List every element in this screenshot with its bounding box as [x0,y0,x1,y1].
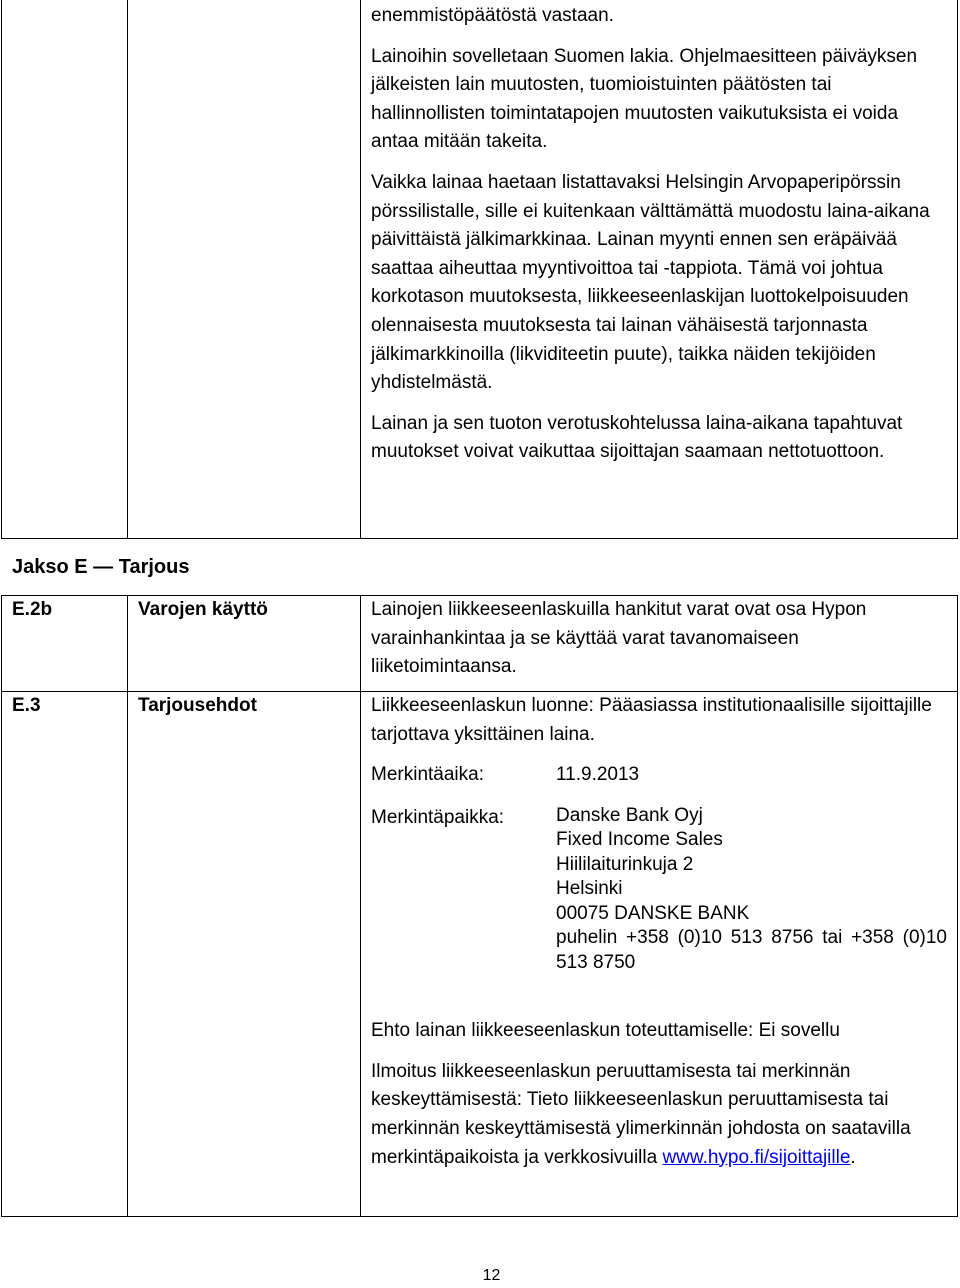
subscription-place-address [556,804,947,976]
address-line: Hiililaiturinkuja 2 [556,853,694,875]
address-line: Helsinki [556,878,623,900]
table-row [2,596,958,692]
empty-title-cell [128,0,361,539]
row-title: Varojen käyttö [138,599,268,620]
row-code: E.2b [12,599,53,620]
page-number: 12 [482,1267,501,1284]
issue-nature-text: Liikkeeseenlaskun luonne: Pääasiassa institutionaalisille sijoittajille tarjottava yksittäinen laina. [371,695,932,745]
cancellation-notice [371,1058,947,1172]
paragraph-secondary-market: Vaikka lainaa haetaan listattavaksi Helsingin Arvopaperipörssin pörssilistalle, sille ei kuitenkaan välttämättä muodostu laina-aikana päivittäistä jälkimarkkinaa. Lainan myynti ennen sen eräpäivää saattaa aiheuttaa myyntivoittoa tai -tappiota. Tämä voi johtua korkotason muutoksesta, liikkeeseenlaskijan luottokelpoisuuden olennaisesta muutoksesta tai lainan vähäisestä tarjonnasta jälkimarkkinoilla (likviditeetin puute), taikka näiden tekijöiden yhdistelmästä. [371,171,930,394]
row-code-cell [2,596,128,692]
row-title: Tarjousehdot [138,695,257,716]
subscription-place-block [371,804,947,976]
row-content-cell [361,596,958,692]
risk-text-cell [361,0,958,539]
paragraph-majority-decision: enemmistöpäätöstä vastaan. [371,5,614,26]
risk-table-continuation [1,0,958,539]
investor-website-link[interactable]: www.hypo.fi/sijoittajille [662,1146,851,1168]
row-code: E.3 [12,695,41,716]
section-heading: Jakso E — Tarjous [12,556,190,578]
row-title-cell [128,692,361,1217]
issue-condition-text: Ehto lainan liikkeeseenlaskun toteuttamiselle: Ei sovellu [371,1020,840,1042]
address-line: Fixed Income Sales [556,829,723,851]
row-content-cell [361,692,958,1217]
paragraph-taxation: Lainan ja sen tuoton verotuskohtelussa laina-aikana tapahtuvat muutokset voivat vaikuttaa sijoittajan saamaan nettotuottoon. [371,412,903,463]
address-line: Danske Bank Oyj [556,804,703,826]
offer-table [1,595,958,1217]
subscription-date-value: 11.9.2013 [556,764,640,786]
subscription-date-line [371,761,947,790]
use-of-proceeds-text: Lainojen liikkeeseenlaskuilla hankitut varat ovat osa Hypon varainhankintaa ja se käyttää varat tavanomaiseen liiketoimintaansa. [371,599,867,678]
subscription-date-label: Merkintäaika: [371,764,484,786]
row-title-cell [128,596,361,692]
cancellation-period: . [850,1146,856,1168]
address-line: 00075 DANSKE BANK [556,902,750,924]
address-line: puhelin +358 (0)10 513 8756 tai +358 (0)10 513 8750 [556,927,947,973]
row-code-cell [2,692,128,1217]
subscription-place-label: Merkintäpaikka: [371,806,505,828]
empty-code-cell [2,0,128,539]
paragraph-finnish-law: Lainoihin sovelletaan Suomen lakia. Ohjelmaesitteen päiväyksen jälkeisten lain muutosten, tuomioistuinten päätösten tai hallinnollisten toimintatapojen muutosten vaikutuksista ei voida antaa mitään takeita. [371,45,918,153]
table-row [2,692,958,1217]
cancellation-text: Ilmoitus liikkeeseenlaskun peruuttamisesta tai merkinnän keskeyttämisestä: Tieto liikkeeseenlaskun peruuttamisesta tai merkinnän keskeyttämisestä ylimerkinnän johdosta on saatavilla merkintäpaikoista ja verkkosivuilla [371,1060,911,1168]
